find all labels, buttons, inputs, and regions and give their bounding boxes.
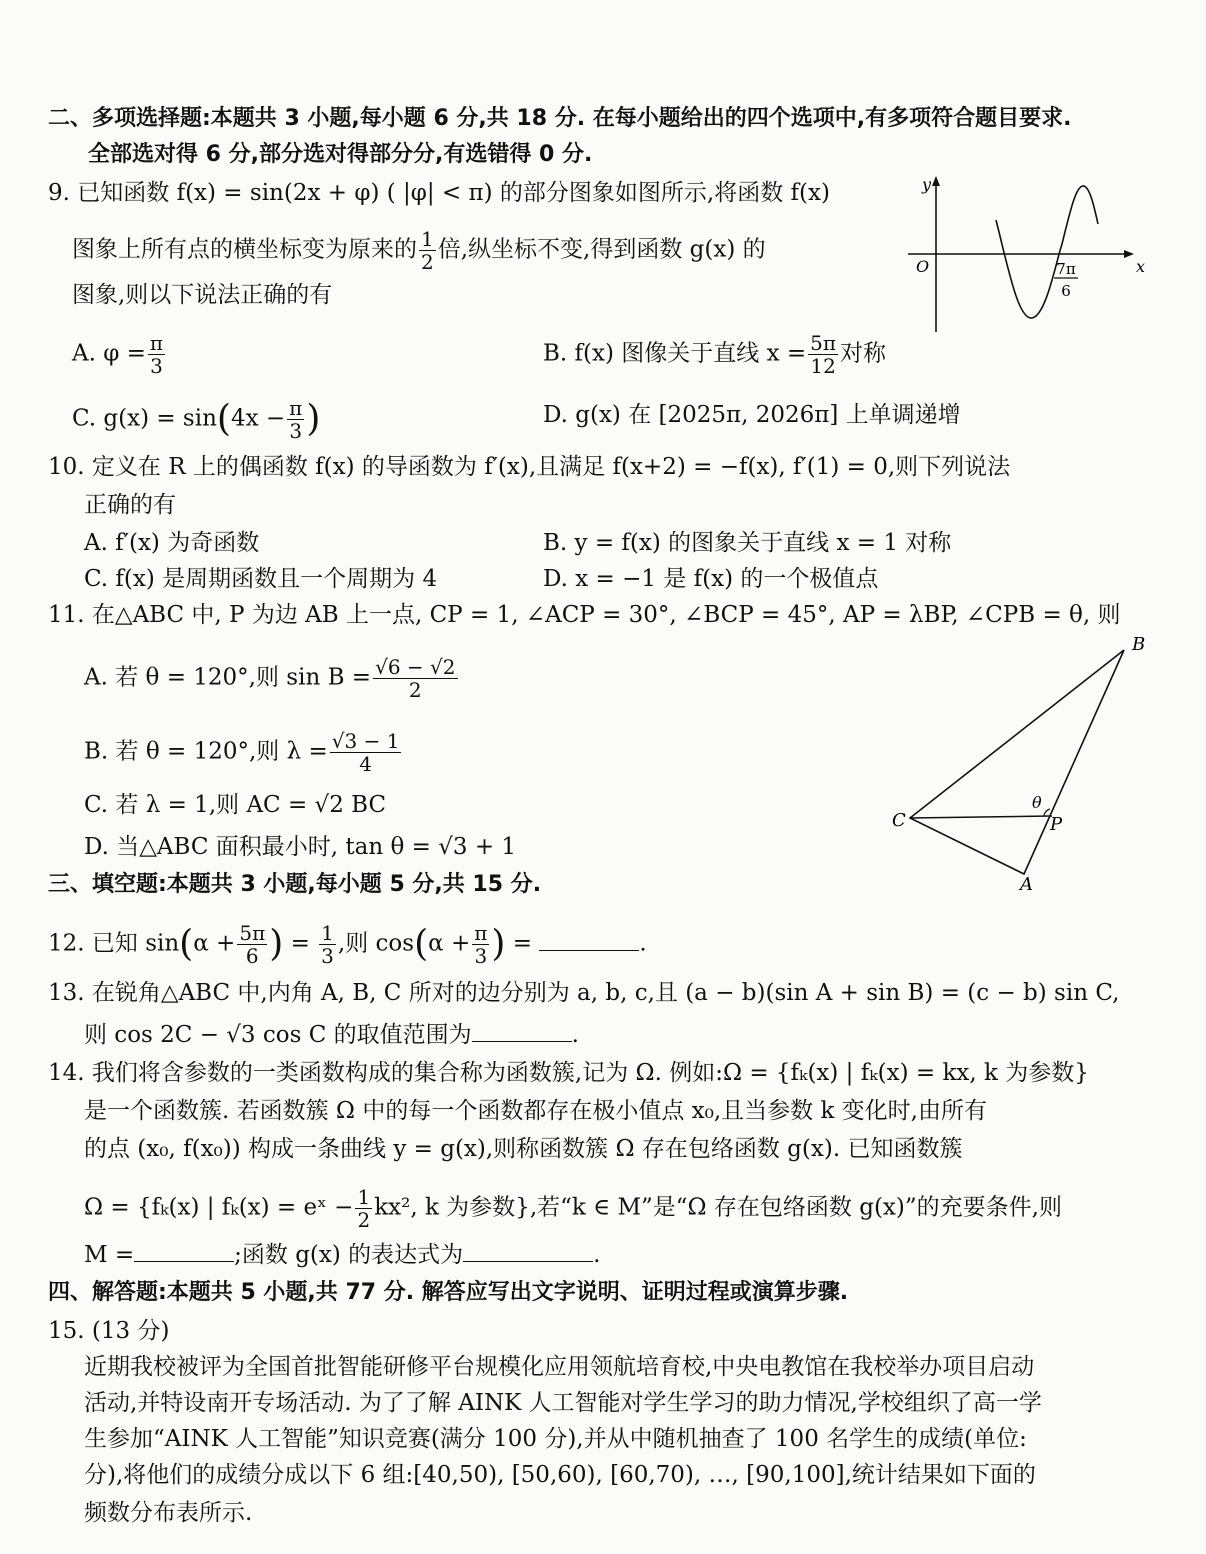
q9-fraction <box>419 228 436 273</box>
q14-line5 <box>84 1240 600 1270</box>
q9-line3: 图象,则以下说法正确的有 <box>72 282 333 308</box>
x-label: x <box>1136 257 1146 276</box>
q15-line3: 生参加“AINK 人工智能”知识竞赛(满分 100 分),并从中随机抽查了 100 名学生的成绩(单位: <box>84 1426 1027 1452</box>
q9-optA-num: π <box>149 331 164 355</box>
q12-pre: 12. 已知 sin <box>48 930 180 957</box>
q11-option-d: D. 当△ABC 面积最小时, tan θ = √3 + 1 <box>84 834 517 860</box>
triangle-abc <box>910 650 1124 874</box>
q11-option-a <box>84 656 460 701</box>
q9-optA-text: A. φ = <box>72 340 146 367</box>
q14-line3: 的点 (x₀, f(x₀)) 构成一条曲线 y = g(x),则称函数簇 Ω 存在包络函数 g(x). 已知函数簇 <box>84 1136 963 1162</box>
y-label: y <box>922 175 932 194</box>
q10-line1: 10. 定义在 R 上的偶函数 f(x) 的导函数为 f′(x),且满足 f(x+2) = −f(x), f′(1) = 0,则下列说法 <box>48 454 1011 480</box>
q9-optA-den: 3 <box>150 354 163 378</box>
left-paren: ( <box>216 398 231 440</box>
q12-n3: π <box>474 921 488 945</box>
q12-line <box>48 922 647 967</box>
q13-line1: 13. 在锐角△ABC 中,内角 A, B, C 所对的边分别为 a, b, c,且 (a − b)(sin A + sin B) = (c − b) sin C, <box>48 980 1120 1006</box>
q9-frac-den: 2 <box>421 250 434 274</box>
label-p: P <box>1050 814 1063 835</box>
q15-head: 15. (13 分) <box>48 1318 170 1344</box>
q9-optB-frac <box>808 332 838 377</box>
q12-d2: 3 <box>321 944 334 968</box>
q12-end: . <box>639 930 647 957</box>
q12-d1: 6 <box>245 944 259 968</box>
q13-line2 <box>84 1020 579 1050</box>
q9-line2 <box>72 228 766 273</box>
q9-optC-num: π <box>289 396 303 420</box>
left-paren: ( <box>414 923 429 965</box>
q12-inner2: α + <box>428 930 471 957</box>
label-c: C <box>892 810 906 831</box>
q9-line1: 9. 已知函数 f(x) = sin(2x + φ) ( |φ| < π) 的部分图象如图所示,将函数 f(x) <box>48 180 830 206</box>
q14-frac-den: 2 <box>357 1208 371 1232</box>
q9-optB-text: B. f(x) 图像关于直线 x = <box>543 340 807 367</box>
q14-line1: 14. 我们将含参数的一类函数构成的集合称为函数簇,记为 Ω. 例如:Ω = {fₖ(x) | fₖ(x) = kx, k 为参数} <box>48 1060 1089 1086</box>
origin-label: O <box>916 257 930 276</box>
tick-numerator: 7π <box>1056 260 1076 278</box>
q14-frac-num: 1 <box>357 1185 371 1209</box>
section4-heading: 四、解答题:本题共 5 小题,共 77 分. 解答应写出文字说明、证明过程或演算步骤. <box>48 1280 849 1305</box>
q14-line5-b: ;函数 g(x) 的表达式为 <box>234 1242 464 1268</box>
q12-frac1 <box>237 922 267 967</box>
q12-frac2 <box>319 922 336 967</box>
q11-line1: 11. 在△ABC 中, P 为边 AB 上一点, CP = 1, ∠ACP = 30°, ∠BCP = 45°, AP = λBP, ∠CPB = θ, 则 <box>48 602 1121 628</box>
q14-line4-a: Ω = {fₖ(x) | fₖ(x) = eˣ − <box>84 1194 354 1221</box>
tick-denominator: 6 <box>1061 282 1071 300</box>
q10-option-b: B. y = f(x) 的图象关于直线 x = 1 对称 <box>543 530 952 556</box>
q14-line4 <box>84 1186 1062 1231</box>
section3-heading: 三、填空题:本题共 3 小题,每小题 5 分,共 15 分. <box>48 872 542 897</box>
q11-option-b <box>84 730 403 775</box>
q12-n2: 1 <box>321 921 334 945</box>
q10-option-c: C. f(x) 是周期函数且一个周期为 4 <box>84 566 438 592</box>
right-paren: ) <box>269 923 284 965</box>
q9-option-b <box>543 332 886 377</box>
q9-optC-text: C. g(x) = sin <box>72 405 217 432</box>
q14-frac <box>355 1186 372 1231</box>
q9-line2-b: 倍,纵坐标不变,得到函数 g(x) 的 <box>437 236 766 263</box>
q11-triangle-figure <box>880 628 1160 896</box>
x-axis-arrow <box>1124 250 1134 258</box>
segment-cp <box>910 816 1052 818</box>
q14-answer-blank-g[interactable] <box>463 1241 593 1262</box>
q12-answer-blank[interactable] <box>539 930 639 951</box>
q9-optC-inner: 4x − <box>230 405 286 432</box>
q14-end: . <box>593 1242 601 1268</box>
q14-line5-a: M = <box>84 1242 135 1268</box>
q11-optA-frac <box>373 656 457 701</box>
q9-graph <box>900 172 1150 342</box>
q11-optB-num: √3 − 1 <box>331 729 400 753</box>
q9-option-c <box>72 397 320 442</box>
q15-line4: 分),将他们的成绩分成以下 6 组:[40,50), [50,60), [60,70), …, [90,100],统计结果如下面的 <box>84 1462 1036 1488</box>
q9-line2-a: 图象上所有点的横坐标变为原来的 <box>72 236 417 263</box>
q12-mid: ,则 cos <box>337 930 415 957</box>
q11-optA-den: 2 <box>408 678 422 702</box>
q9-option-d: D. g(x) 在 [2025π, 2026π] 上单调递增 <box>543 402 961 428</box>
q11-optB-text: B. 若 θ = 120°,则 λ = <box>84 738 328 765</box>
q12-inner1: α + <box>193 930 236 957</box>
right-paren: ) <box>491 923 506 965</box>
y-axis-arrow <box>932 176 940 186</box>
left-paren: ( <box>179 923 194 965</box>
q11-optB-den: 4 <box>359 752 372 776</box>
q10-line2: 正确的有 <box>84 492 176 518</box>
label-theta: θ <box>1032 793 1042 812</box>
q12-n1: 5π <box>239 921 266 945</box>
q9-frac-num: 1 <box>421 227 434 251</box>
q12-post: = <box>512 930 533 957</box>
q11-optB-frac <box>330 730 402 775</box>
q9-optB-den: 12 <box>810 354 836 378</box>
q15-line5: 频数分布表所示. <box>84 1500 253 1526</box>
q9-option-a <box>72 332 167 377</box>
q13-answer-blank[interactable] <box>472 1021 572 1042</box>
label-a: A <box>1020 874 1033 895</box>
q14-answer-blank-m[interactable] <box>134 1241 234 1262</box>
q11-optA-text: A. 若 θ = 120°,则 sin B = <box>84 664 372 691</box>
q12-d3: 3 <box>474 944 488 968</box>
q15-line1: 近期我校被评为全国首批智能研修平台规模化应用领航培育校,中央电教馆在我校举办项目启动 <box>84 1354 1035 1380</box>
section2-heading-2: 全部选对得 6 分,部分选对得部分分,有选错得 0 分. <box>88 142 593 167</box>
q9-optA-frac <box>148 332 165 377</box>
q13-end: . <box>571 1022 579 1048</box>
q14-line2: 是一个函数簇. 若函数簇 Ω 中的每一个函数都存在极小值点 x₀,且当参数 k 变化时,由所有 <box>84 1098 987 1124</box>
label-b: B <box>1132 634 1146 655</box>
q14-line4-b: kx², k 为参数},若“k ∈ M”是“Ω 存在包络函数 g(x)”的充要条件,则 <box>374 1194 1062 1221</box>
section2-heading: 二、多项选择题:本题共 3 小题,每小题 6 分,共 18 分. 在每小题给出的四个选项中,有多项符合题目要求. <box>48 106 1072 131</box>
q10-option-a: A. f′(x) 为奇函数 <box>84 530 260 556</box>
q15-line2: 活动,并特设南开专场活动. 为了了解 AINK 人工智能对学生学习的助力情况,学校组织了高一学 <box>84 1390 1042 1416</box>
q9-optC-den: 3 <box>289 419 303 443</box>
q11-option-c: C. 若 λ = 1,则 AC = √2 BC <box>84 792 387 818</box>
q9-optB-num: 5π <box>810 331 837 355</box>
q11-optA-num: √6 − √2 <box>375 655 456 679</box>
q12-frac3 <box>472 922 489 967</box>
q9-optC-frac <box>287 397 304 442</box>
right-paren: ) <box>306 398 321 440</box>
q9-optB-post: 对称 <box>840 340 887 367</box>
sine-curve <box>996 186 1098 318</box>
q12-eq: = <box>290 930 310 957</box>
q13-line2-text: 则 cos 2C − √3 cos C 的取值范围为 <box>84 1022 472 1048</box>
q10-option-d: D. x = −1 是 f(x) 的一个极值点 <box>543 566 879 592</box>
